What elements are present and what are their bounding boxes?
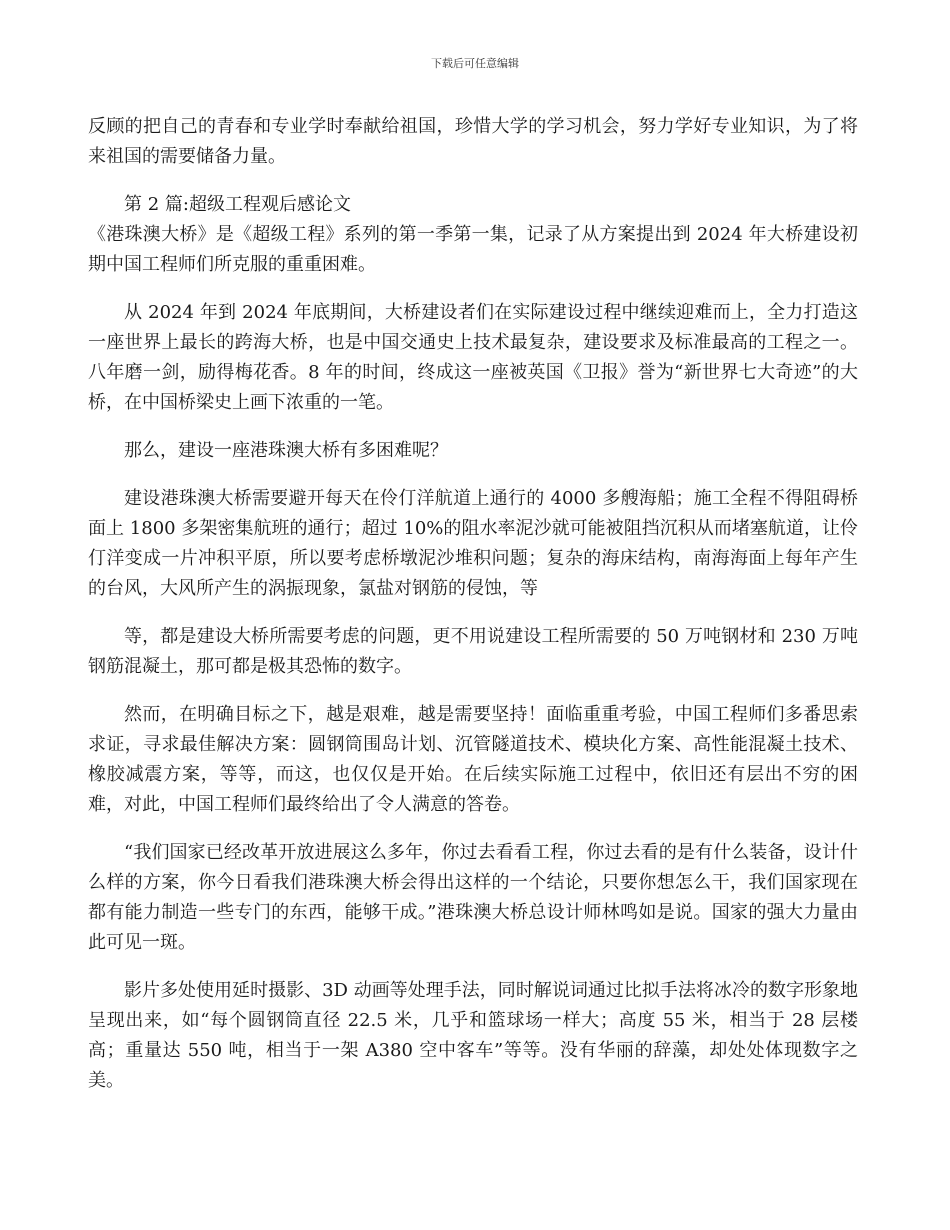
paragraph: 然而，在明确目标之下，越是艰难，越是需要坚持！面临重重考验，中国工程师们多番思索求证，寻求最佳解决方案：圆钢筒围岛计划、沉管隧道技术、模块化方案、高性能混凝土技术、橡胶减震方案，等等，而这，也仅仅是开始。在后续实际施工过程中，依旧还有层出不穷的困难，对此，中国工程师们最终给出了令人满意的答卷。 xyxy=(88,704,858,815)
section-heading: 第 2 篇:超级工程观后感论文 xyxy=(124,194,351,215)
paragraph-continuation: 反顾的把自己的青春和专业学时奉献给祖国，珍惜大学的学习机会，努力学好专业知识，为了将来祖国的需要储备力量。 xyxy=(88,116,858,167)
paragraph: 《港珠澳大桥》是《超级工程》系列的第一季第一集，记录了从方案提出到 2024 年大桥建设初期中国工程师们所克服的重重困难。 xyxy=(88,224,858,275)
paragraph: 等，都是建设大桥所需要考虑的问题，更不用说建设工程所需要的 50 万吨钢材和 230 万吨钢筋混凝土，那可都是极其恐怖的数字。 xyxy=(88,626,858,677)
paragraph: “我们国家已经改革开放进展这么多年，你过去看看工程，你过去看的是有什么装备，设计什么样的方案，你今日看我们港珠澳大桥会得出这样的一个结论，只要你想怎么干，我们国家现在都有能力制造一些专门的东西，能够干成。”港珠澳大桥总设计师林鸣如是说。国家的强大力量由此可见一斑。 xyxy=(88,842,858,953)
paragraph: 那么，建设一座港珠澳大桥有多困难呢？ xyxy=(124,440,448,461)
document-body xyxy=(88,112,858,1114)
page-header: 下载后可任意编辑 xyxy=(431,57,519,70)
paragraph: 影片多处使用延时摄影、3D 动画等处理手法，同时解说词通过比拟手法将冰冷的数字形象地呈现出来，如“每个圆钢筒直径 22.5 米，几乎和篮球场一样大；高度 55 米，相当于 28 层楼高；重量达 550 吨，相当于一架 A380 空中客车”等等。没有华丽的辞藻，却处处体现数字之美。 xyxy=(88,980,858,1091)
paragraph: 建设港珠澳大桥需要避开每天在伶仃洋航道上通行的 4000 多艘海船；施工全程不得阻碍桥面上 1800 多架密集航班的通行；超过 10%的阻水率泥沙就可能被阻挡沉积从而堵塞航道，让伶仃洋变成一片冲积平原，所以要考虑桥墩泥沙堆积问题；复杂的海床结构，南海海面上每年产生的台风，大风所产生的涡振现象，氯盐对钢筋的侵蚀，等 xyxy=(88,488,858,599)
paragraph: 从 2024 年到 2024 年底期间，大桥建设者们在实际建设过程中继续迎难而上，全力打造这一座世界上最长的跨海大桥，也是中国交通史上技术最复杂，建设要求及标准最高的工程之一。八年磨一剑，励得梅花香。8 年的时间，终成这一座被英国《卫报》誉为“新世界七大奇迹”的大桥，在中国桥梁史上画下浓重的一笔。 xyxy=(88,302,858,413)
